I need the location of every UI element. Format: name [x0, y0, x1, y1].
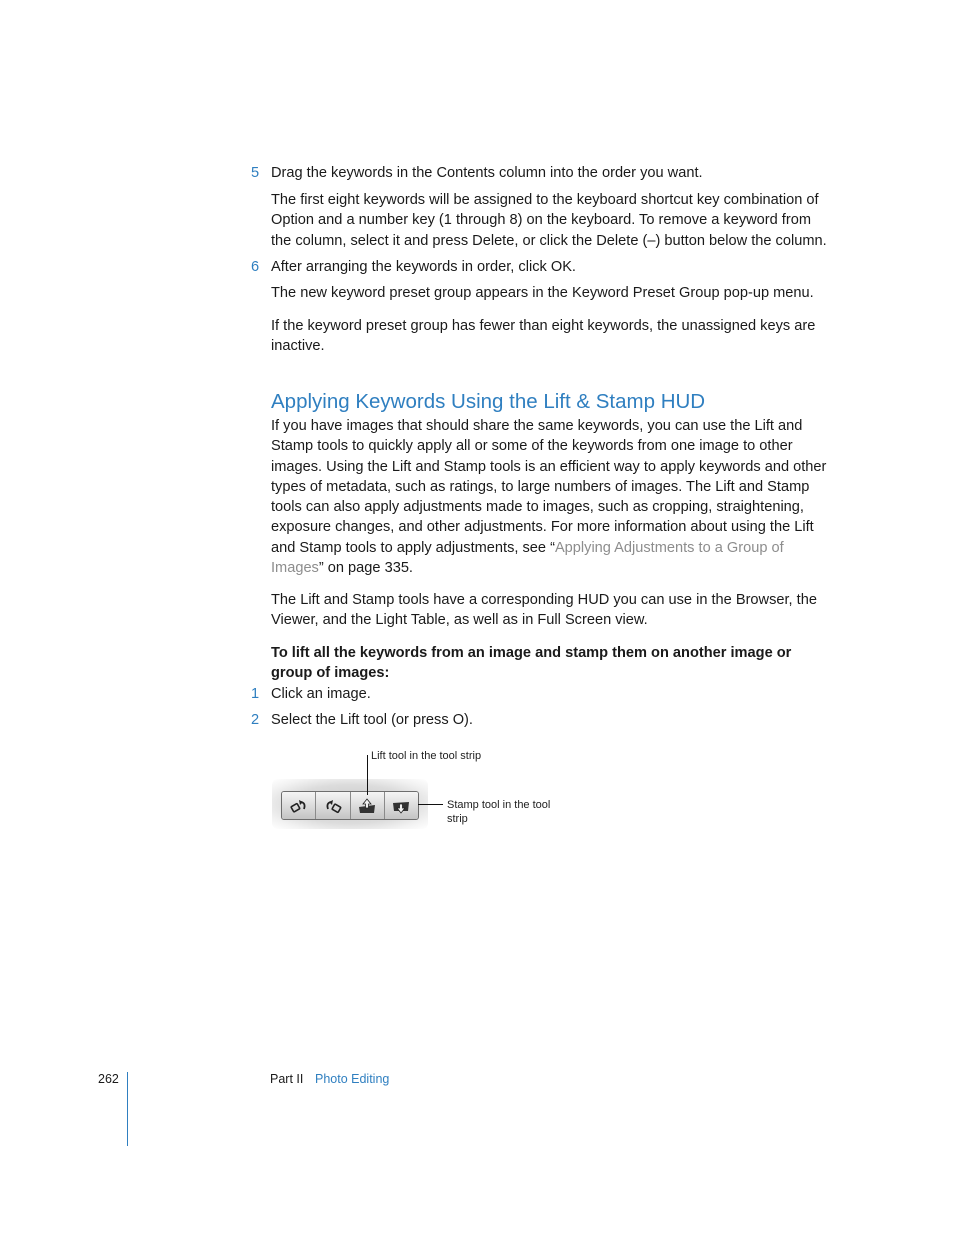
rotate-left-button[interactable] [282, 792, 316, 819]
intro-paragraph [271, 416, 827, 578]
section-heading: Applying Keywords Using the Lift & Stamp HUD [271, 390, 706, 413]
stamp-caption: Stamp tool in the tool strip [447, 799, 551, 825]
step-number: 1 [251, 686, 260, 702]
step-text: Select the Lift tool (or press O). [271, 712, 473, 728]
step-text: Click an image. [271, 686, 371, 702]
intro-text-end: ” on page 335. [318, 560, 413, 577]
page-number: 262 [98, 1072, 119, 1086]
step-number: 6 [251, 259, 260, 275]
shortcut-paragraph: The first eight keywords will be assigned to the keyboard shortcut key combination of Option and a number key (1 through 8) on the keyboard. To remove a keyword from the column, select it and press Delete, or click the Delete (–) button below the column. [271, 192, 827, 249]
intro-text: If you have images that should share the same keywords, you can use the Lift and Stamp tools to quickly apply all or some of the keywords from one image to other images. Using the Lift and Stamp tools is an efficient way to apply keywords and other types of metadata, such as ratings, to large numbers of images. The Lift and Stamp tools can also apply adjustments made to images, such as cropping, straightening, exposure changes, and other adjustments. For more information about using the Lift and Stamp tools to apply adjustments, see “ [271, 418, 827, 556]
step-number: 2 [251, 712, 260, 728]
footer-part-title: Photo Editing [315, 1072, 390, 1086]
cross-reference-link[interactable]: Applying Adjustments to a Group of Images [271, 539, 784, 577]
step-text: After arranging the keywords in order, click OK. [271, 259, 576, 275]
stamp-callout-line [418, 804, 443, 805]
step-text: Drag the keywords in the Contents column into the order you want. [271, 165, 703, 181]
fewer-keywords-paragraph: If the keyword preset group has fewer than eight keywords, the unassigned keys are inactive. [271, 318, 816, 355]
stamp-tool-button[interactable] [385, 792, 418, 819]
lift-tool-button[interactable] [351, 792, 385, 819]
tool-strip [281, 791, 419, 820]
rotate-left-icon [289, 797, 309, 815]
stamp-icon [391, 797, 411, 815]
hud-paragraph: The Lift and Stamp tools have a corresponding HUD you can use in the Browser, the Viewer, and the Light Table, as well as in Full Screen view. [271, 592, 817, 629]
task-heading: To lift all the keywords from an image and stamp them on another image or group of images: [271, 645, 792, 682]
new-group-paragraph: The new keyword preset group appears in the Keyword Preset Group pop-up menu. [271, 285, 814, 301]
lift-callout-line [367, 755, 368, 795]
rotate-right-icon [323, 797, 343, 815]
lift-caption: Lift tool in the tool strip [371, 750, 482, 762]
step-number: 5 [251, 165, 260, 181]
lift-icon [357, 797, 377, 815]
rotate-right-button[interactable] [316, 792, 350, 819]
footer-part-label: Part II [270, 1072, 304, 1086]
footer-rule [127, 1072, 128, 1146]
